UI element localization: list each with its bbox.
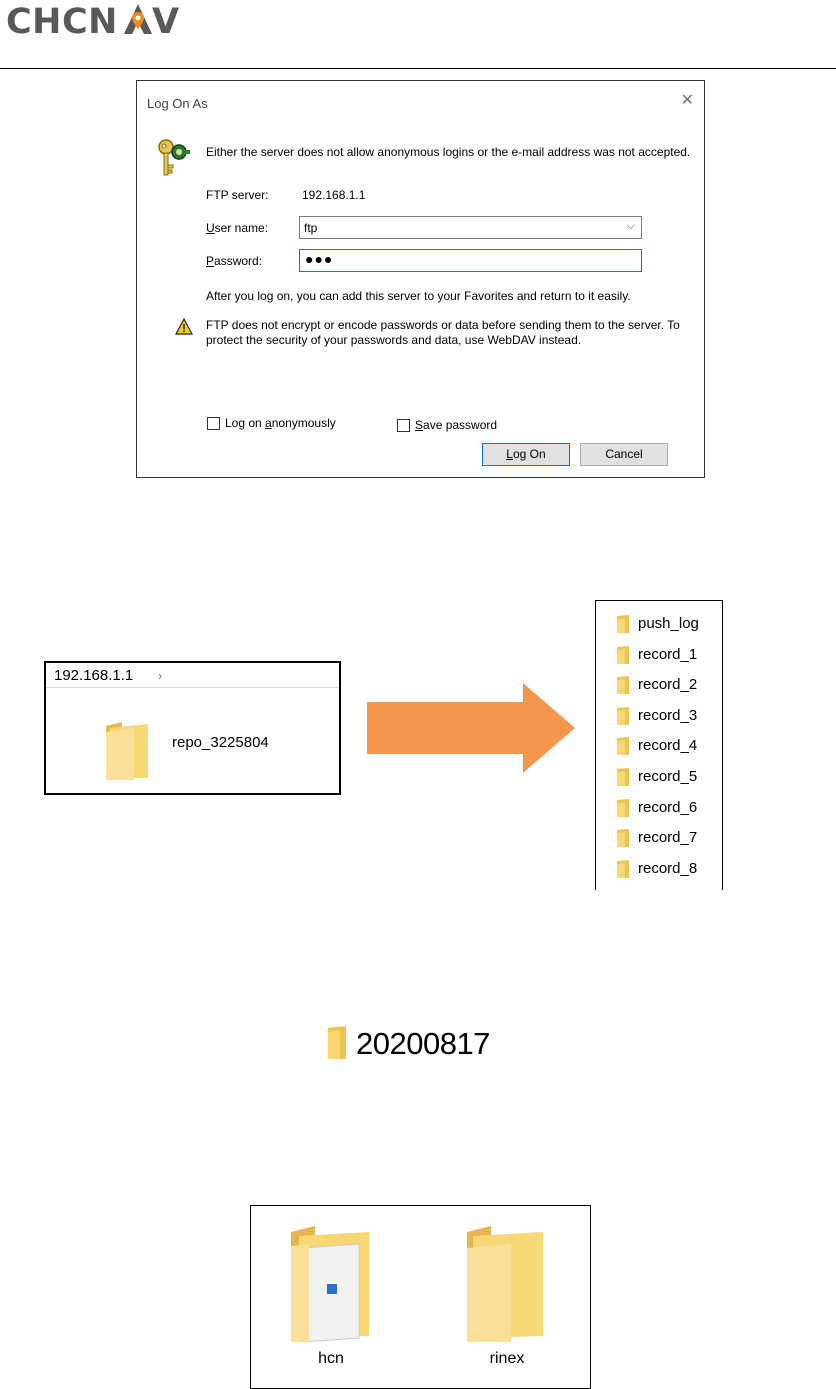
anonymous-checkbox[interactable] bbox=[207, 417, 220, 430]
folder-label: record_2 bbox=[638, 676, 698, 694]
folder-label: record_3 bbox=[638, 706, 698, 724]
username-value: ftp bbox=[304, 221, 318, 235]
list-item[interactable] bbox=[617, 644, 722, 666]
ftp-server-value: 192.168.1.1 bbox=[302, 188, 366, 202]
folder-icon bbox=[617, 707, 629, 725]
password-label: Password: bbox=[206, 254, 263, 268]
list-item[interactable] bbox=[617, 705, 722, 727]
list-item[interactable] bbox=[617, 674, 722, 696]
breadcrumb bbox=[46, 663, 339, 688]
close-icon[interactable]: ✕ bbox=[680, 92, 694, 109]
warning-icon bbox=[175, 318, 193, 335]
folder-label[interactable]: repo_3225804 bbox=[172, 734, 269, 751]
chevron-right-icon[interactable]: › bbox=[158, 668, 163, 683]
folder-icon bbox=[617, 799, 629, 817]
list-item[interactable] bbox=[617, 858, 722, 880]
subfolder-view bbox=[250, 1205, 591, 1389]
folder-label: record_4 bbox=[638, 737, 698, 755]
username-combobox[interactable] bbox=[299, 216, 642, 239]
dialog-message: Either the server does not allow anonymous logins or the e-mail address was not accepted. bbox=[206, 145, 691, 159]
folder-label: record_1 bbox=[638, 645, 698, 663]
folder-label-hcn[interactable]: hcn bbox=[318, 1350, 344, 1367]
save-password-checkbox[interactable] bbox=[397, 419, 410, 432]
folder-with-file-icon bbox=[289, 1226, 373, 1344]
username-label: User name: bbox=[206, 221, 269, 235]
folder-icon bbox=[617, 676, 629, 694]
dialog-title: Log On As bbox=[147, 96, 208, 111]
folder-label: record_5 bbox=[638, 768, 698, 785]
explorer-root-view bbox=[44, 661, 341, 795]
folder-icon bbox=[617, 768, 629, 786]
header-divider bbox=[0, 68, 836, 69]
svg-text:CHCN: CHCN bbox=[6, 2, 118, 36]
folder-icon bbox=[617, 737, 629, 755]
keys-icon bbox=[154, 137, 192, 179]
folder-icon bbox=[617, 829, 629, 847]
folder-list bbox=[595, 600, 723, 890]
breadcrumb-server[interactable]: 192.168.1.1 bbox=[54, 667, 134, 684]
folder-icon bbox=[104, 720, 150, 782]
anonymous-label: Log on anonymously bbox=[225, 416, 336, 430]
log-on-button[interactable]: Log On bbox=[482, 443, 570, 466]
list-item[interactable] bbox=[617, 766, 722, 788]
list-item[interactable] bbox=[617, 735, 722, 757]
folder-label: record_6 bbox=[638, 798, 698, 816]
chevron-down-icon[interactable]: ⌵ bbox=[626, 220, 635, 232]
ftp-server-label: FTP server: bbox=[206, 188, 269, 202]
folder-icon bbox=[328, 1026, 346, 1059]
svg-text:V: V bbox=[152, 2, 180, 36]
password-value: ●●● bbox=[305, 251, 334, 267]
folder-label: record_8 bbox=[638, 859, 698, 877]
arrow-right-icon bbox=[367, 683, 575, 773]
list-item[interactable] bbox=[617, 797, 722, 819]
password-field[interactable] bbox=[299, 249, 642, 272]
folder-icon bbox=[465, 1226, 545, 1344]
favorites-info-text: After you log on, you can add this server to your Favorites and return to it easily. bbox=[206, 289, 631, 303]
folder-icon bbox=[617, 646, 629, 664]
folder-icon bbox=[617, 615, 629, 633]
log-on-as-dialog bbox=[136, 80, 705, 478]
folder-label: record_7 bbox=[638, 829, 698, 847]
list-item[interactable] bbox=[617, 613, 722, 635]
date-folder-label[interactable]: 20200817 bbox=[356, 1026, 490, 1061]
list-item[interactable] bbox=[617, 827, 722, 849]
ftp-warning-text: FTP does not encrypt or encode passwords or data before sending them to the server. To protect the security of your passwords and data, use WebDAV instead. bbox=[206, 318, 680, 347]
folder-label: push_log bbox=[638, 615, 699, 632]
folder-label-rinex[interactable]: rinex bbox=[489, 1350, 525, 1367]
cancel-button[interactable]: Cancel bbox=[580, 443, 668, 466]
chcnav-logo bbox=[6, 2, 186, 36]
save-password-label: Save password bbox=[415, 418, 498, 432]
folder-icon bbox=[617, 860, 629, 878]
